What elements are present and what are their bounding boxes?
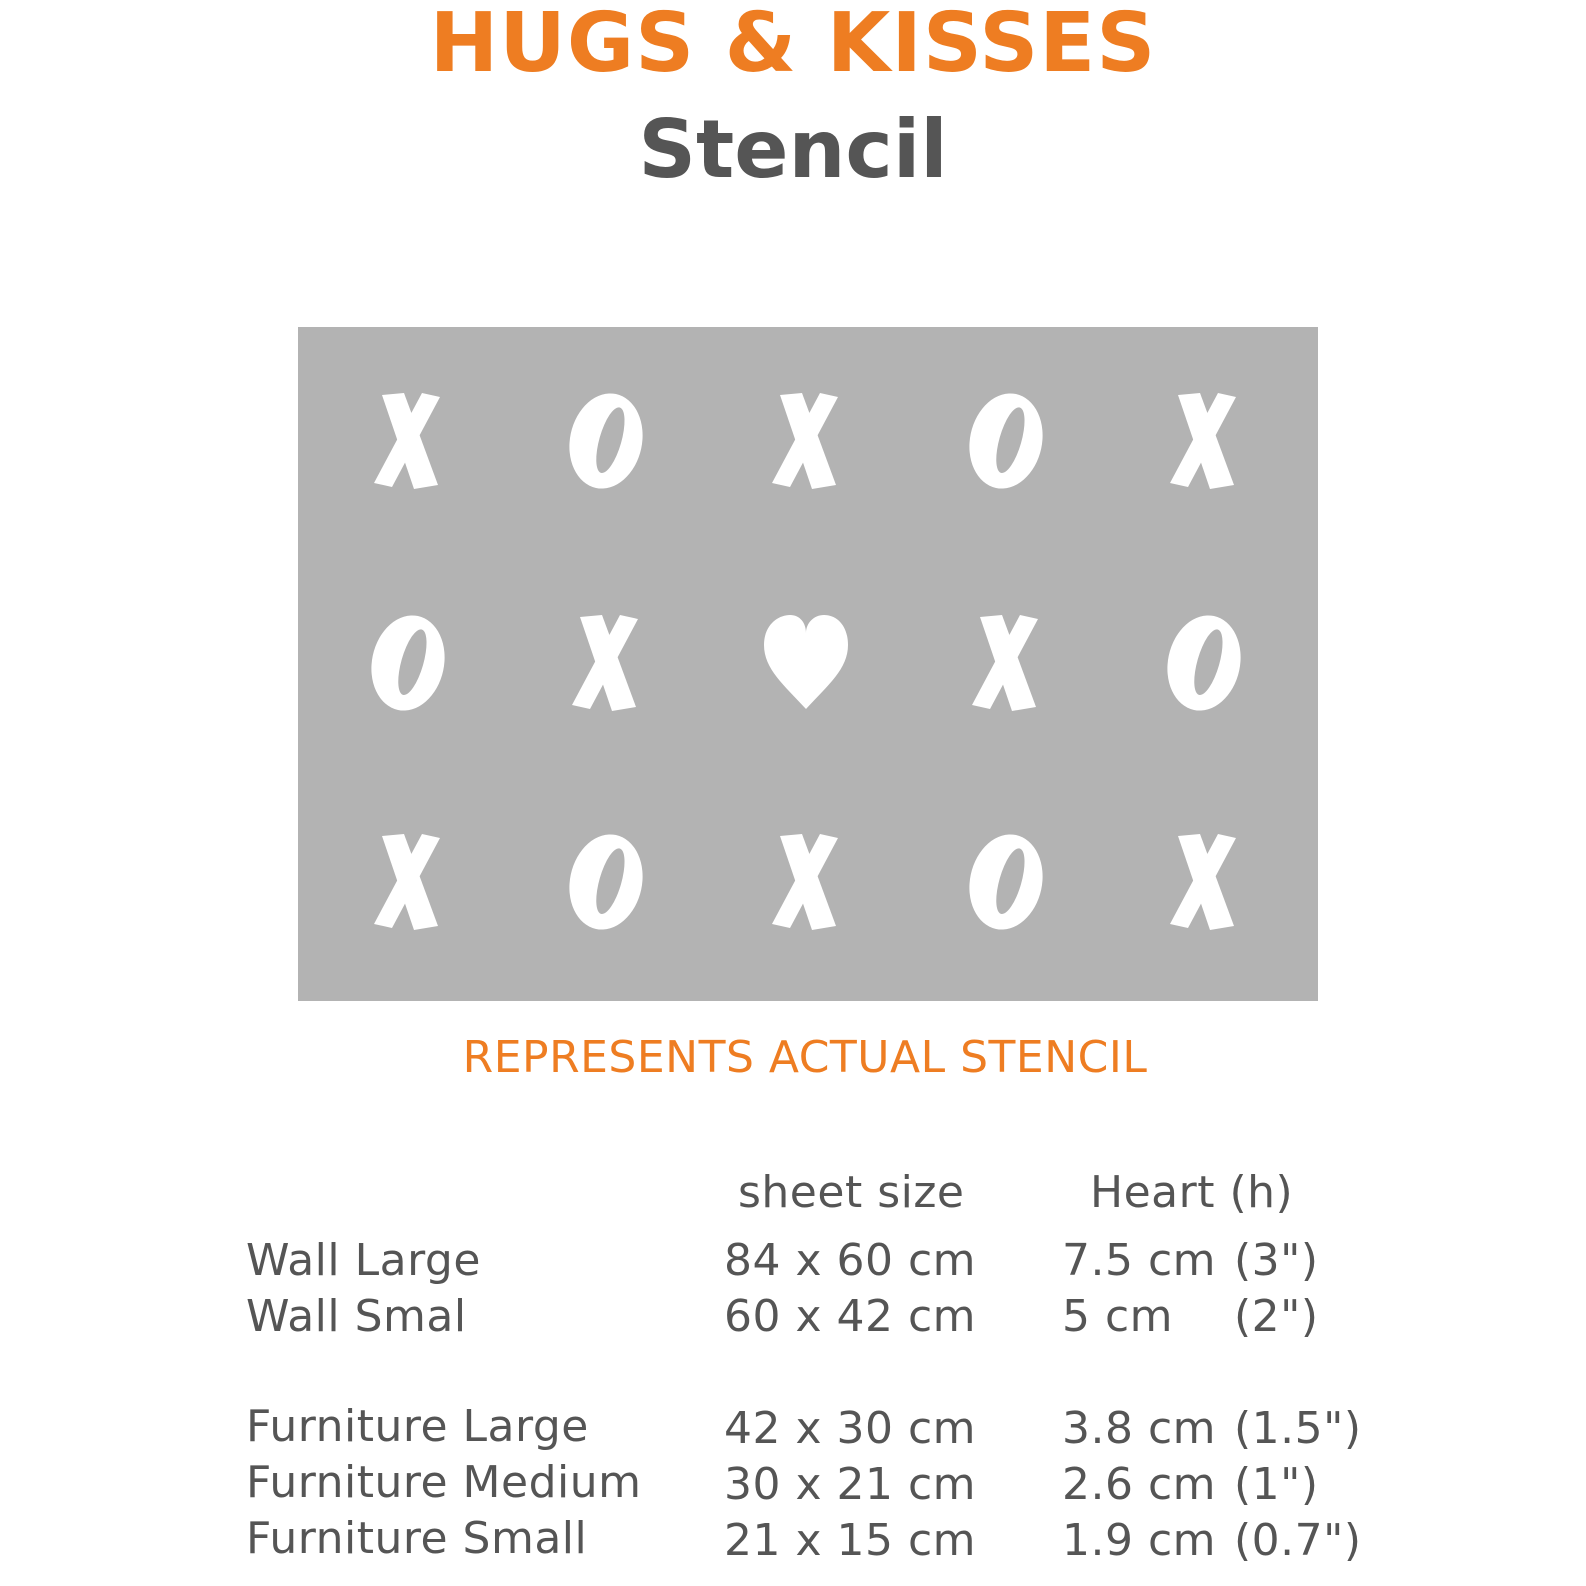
row-label: Wall Large: [246, 1235, 481, 1286]
row-heart-cm: 5 cm: [1062, 1291, 1174, 1342]
stencil-preview: [298, 327, 1318, 1001]
row-label: Furniture Small: [246, 1513, 588, 1564]
row-sheet-size: 21 x 15 cm: [724, 1515, 977, 1566]
row-sheet-size: 30 x 21 cm: [724, 1459, 977, 1510]
header-heart-height: Heart (h): [1090, 1167, 1294, 1218]
page-subtitle: Stencil: [638, 103, 948, 196]
row-sheet-size: 84 x 60 cm: [724, 1235, 977, 1286]
row-heart-inch: (3"): [1234, 1235, 1319, 1286]
row-label: Wall Smal: [246, 1291, 467, 1342]
row-label: Furniture Medium: [246, 1457, 642, 1508]
page-title: HUGS & KISSES: [429, 0, 1157, 91]
row-heart-inch: (1.5"): [1234, 1403, 1362, 1454]
row-sheet-size: 42 x 30 cm: [724, 1403, 977, 1454]
row-heart-inch: (1"): [1234, 1459, 1319, 1510]
row-heart-inch: (2"): [1234, 1291, 1319, 1342]
stencil-sheet: [298, 327, 1318, 1001]
row-heart-cm: 1.9 cm: [1062, 1515, 1217, 1566]
row-heart-inch: (0.7"): [1234, 1515, 1362, 1566]
row-label: Furniture Large: [246, 1401, 589, 1452]
stencil-caption: REPRESENTS ACTUAL STENCIL: [462, 1032, 1148, 1083]
row-heart-cm: 3.8 cm: [1062, 1403, 1217, 1454]
row-heart-cm: 7.5 cm: [1062, 1235, 1217, 1286]
row-heart-cm: 2.6 cm: [1062, 1459, 1217, 1510]
header-sheet-size: sheet size: [738, 1167, 965, 1218]
row-sheet-size: 60 x 42 cm: [724, 1291, 977, 1342]
